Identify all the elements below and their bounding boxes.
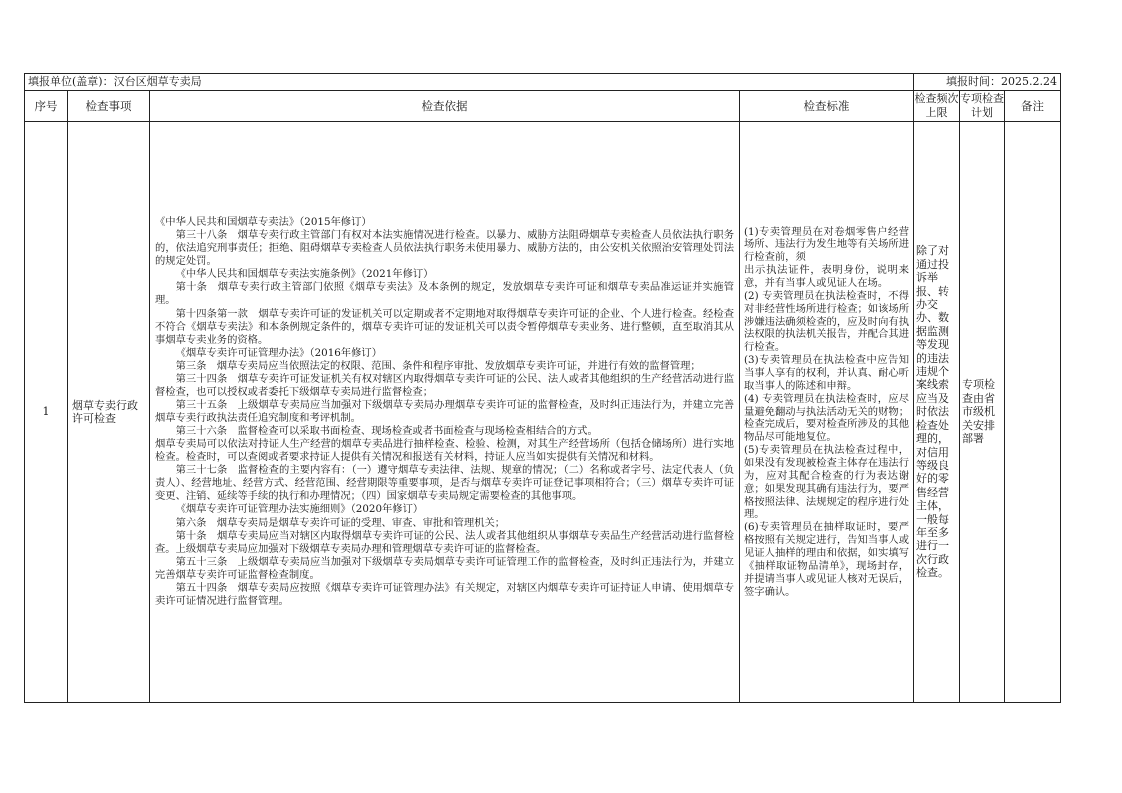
column-header-row bbox=[25, 91, 1061, 122]
col-remark: 备注 bbox=[1005, 91, 1061, 122]
standard-para: (6)专卖管理员在抽样取证时，要严格按照有关规定进行，告知当事人或见证人抽样的理由和依据，如实填写《抽样取证物品清单》，现场封存，并提请当事人或见证人核对无误后，签字确认。 bbox=[744, 521, 910, 598]
basis-para: 《中华人民共和国烟草专卖法实施条例》（2021年修订） bbox=[175, 268, 434, 281]
col-plan: 专项检查计划 bbox=[960, 91, 1005, 122]
row-basis bbox=[150, 122, 740, 703]
header-row bbox=[25, 74, 1061, 91]
basis-para: 《中华人民共和国烟草专卖法》（2015年修订） bbox=[155, 216, 372, 229]
basis-para: 第三十六条 监督检查可以采取书面检查、现场检查或者书面检查与现场检查相结合的方式。 bbox=[175, 425, 598, 438]
standard-para: (2) 专卖管理员在执法检查时，不得对非经营性场所进行检查；如该场所涉嫌违法确须检查的，应及时向有执法权限的执法机关报告，并配合其进行检查。 bbox=[744, 289, 910, 354]
row-standard bbox=[740, 122, 914, 703]
basis-para: 第十四条第一款 烟草专卖许可证的发证机关可以定期或者不定期地对取得烟草专卖许可证的企业、个人进行检查。经检查不符合《烟草专卖法》和本条例规定条件的，烟草专卖许可证的发证机关可以责令暂停烟草专卖业务、进行整顿，直至取消其从事烟草专卖业务的资格。 bbox=[155, 307, 734, 346]
col-item: 检查事项 bbox=[68, 91, 150, 122]
row-remark bbox=[1005, 122, 1061, 703]
row-freq: 除了对通过投诉举报、转办交办、数据监测等发现的违法违规个案线索应当及时依法检查处理的，对信用等级良好的零售经营主体，一般每年至多进行一次行政检查。 bbox=[914, 122, 960, 703]
basis-para: 第六条 烟草专卖局是烟草专卖许可证的受理、审查、审批和管理机关； bbox=[175, 516, 506, 529]
reporting-unit: 填报单位(盖章)：汉台区烟草专卖局 bbox=[25, 74, 914, 91]
standard-para: (4) 专卖管理员在执法检查时，应尽量避免翻动与执法活动无关的财物；检查完成后，要对检查所涉及的其他物品尽可能地复位。 bbox=[744, 392, 910, 444]
row-plan: 专项检查由省市级机关安排部署 bbox=[960, 122, 1005, 703]
standard-para: (5)专卖管理员在执法检查过程中，如果没有发现被检查主体存在违法行为，应对其配合检查的行为表达谢意；如果发现其确有违法行为，要严格按照法律、法规规定的程序进行处理。 bbox=[744, 444, 910, 521]
basis-para: 第五十三条 上级烟草专卖局应当加强对下级烟草专卖局烟草专卖许可证管理工作的监督检查，及时纠正违法行为，并建立完善烟草专卖许可证监督检查制度。 bbox=[155, 555, 734, 581]
basis-para: 第三十八条 烟草专卖行政主管部门有权对本法实施情况进行检查。以暴力、威胁方法阻碍烟草专卖检查人员依法执行职务的，依法追究刑事责任；拒绝、阻碍烟草专卖检查人员依法执行职务未使用暴力、威胁方法的，由公安机关依照治安管理处罚法的规定处罚。 bbox=[155, 229, 734, 268]
standard-para: (1)专卖管理员在对卷烟零售户经营场所、违法行为发生地等有关场所进行检查前，须 bbox=[744, 225, 910, 264]
reporting-time: 填报时间：2025.2.24 bbox=[914, 74, 1061, 91]
basis-para: 第三十七条 监督检查的主要内容有：（一）遵守烟草专卖法律、法规、规章的情况；（二）名称或者字号、法定代表人（负责人）、经营地址、经营方式、经营范围、经营期限等重要事项，是否与烟草专卖许可证登记事项相符合；（三）烟草专卖许可证变更、注销、延续等手续的执行和办理情况；（四）国家烟草专卖局规定需要检查的其他事项。 bbox=[155, 464, 734, 503]
standard-para: 出示执法证件，表明身份，说明来意，并有当事人或见证人在场。 bbox=[744, 264, 910, 289]
inspection-table bbox=[24, 73, 1061, 703]
row-item: 烟草专卖行政许可检查 bbox=[68, 122, 150, 703]
col-basis: 检查依据 bbox=[150, 91, 740, 122]
basis-para: 第十条 烟草专卖局应当对辖区内取得烟草专卖许可证的公民、法人或者其他组织从事烟草专卖品生产经营活动进行监督检查。上级烟草专卖局应加强对下级烟草专卖局办理和管理烟草专卖许可证的监督检查。 bbox=[155, 529, 734, 555]
basis-para: 第三十五条 上级烟草专卖局应当加强对下级烟草专卖局办理烟草专卖许可证的监督检查，及时纠正违法行为，并建立完善烟草专卖行政执法责任追究制度和考评机制。 bbox=[155, 398, 734, 424]
table-row bbox=[25, 122, 1061, 703]
basis-para: 第三十四条 烟草专卖许可证发证机关有权对辖区内取得烟草专卖许可证的公民、法人或者其他组织的生产经营活动进行监督检查，也可以授权或者委托下级烟草专卖局进行监督检查； bbox=[155, 372, 734, 398]
row-seq: 1 bbox=[25, 122, 68, 703]
basis-para: 烟草专卖局可以依法对持证人生产经营的烟草专卖品进行抽样检查、检验、检测，对其生产经营场所（包括仓储场所）进行实地检查。检查时，可以查阅或者要求持证人提供有关情况和报送有关材料，持证人应当如实提供有关情况和材料。 bbox=[155, 438, 734, 464]
basis-para: 第五十四条 烟草专卖局应按照《烟草专卖许可证管理办法》有关规定，对辖区内烟草专卖许可证持证人申请、使用烟草专卖许可证情况进行监督管理。 bbox=[155, 581, 734, 607]
standard-para: (3)专卖管理员在执法检查中应告知当事人享有的权利，并认真、耐心听取当事人的陈述和申辩。 bbox=[744, 354, 910, 392]
col-seq: 序号 bbox=[25, 91, 68, 122]
basis-para: 第三条 烟草专卖局应当依照法定的权限、范围、条件和程序审批、发放烟草专卖许可证，并进行有效的监督管理； bbox=[175, 359, 701, 372]
col-freq: 检查频次上限 bbox=[914, 91, 960, 122]
basis-para: 第十条 烟草专卖行政主管部门依照《烟草专卖法》及本条例的规定，发放烟草专卖许可证和烟草专卖品准运证并实施管理。 bbox=[155, 281, 734, 307]
basis-para: 《烟草专卖许可证管理办法》（2016年修订） bbox=[175, 346, 382, 359]
basis-para: 《烟草专卖许可证管理办法实施细则》（2020年修订） bbox=[175, 503, 424, 516]
col-standard: 检查标准 bbox=[740, 91, 914, 122]
